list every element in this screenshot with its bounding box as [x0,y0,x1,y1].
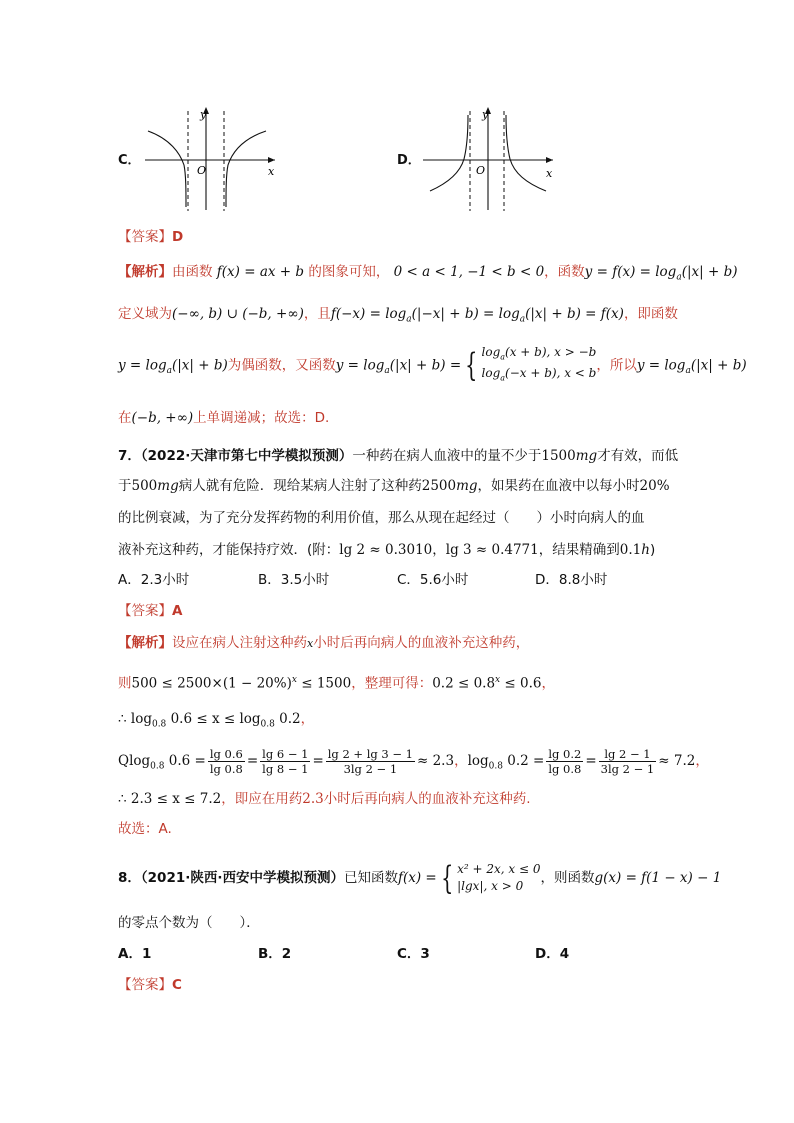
graph-c [140,103,285,215]
q7-analysis-line4: Qlog$_{0.8}$ 0.6 = $\frac{\lg 0.6}{\lg 0.8}$ = $\frac{\lg 6 - 1}{\lg 8 - 1}$ = $\frac{\lg 2 + \lg 3 - 1}{3\lg 2 - 1}$ ≈ 2.3，$\log_{0.8} 0.2$ = $\frac{\lg 0.2}{\lg 0.8}$ = $\frac{\lg 2 - 1}{3\lg 2 - 1}$ ≈ 7.2， [118,746,709,776]
graph-d [418,103,563,215]
q8-option-b: B．2 [258,946,292,962]
q8-option-c: C．3 [397,946,430,962]
q7-stem-line3: 的比例衰减，为了充分发挥药物的利用价值，那么从现在起经过（ ）小时向病人的血 [118,510,645,526]
q6-analysis-line1: 【解析】由函数 f(x) = ax + b 的图象可知， 0 < a < 1, −1 < b < 0，函数$y = f(x) = \log_a(|x| + b)$ [118,264,738,283]
q7-answer: 【答案】A [118,603,183,619]
q7-option-b: B．3.5小时 [258,572,330,588]
origin-label: O [197,164,207,177]
q7-analysis-line1: 【解析】设应在病人注射这种药x小时后再向病人的血液补充这种药， [118,635,530,651]
q6-analysis-line4: 在(−b, +∞)上单调递减；故选：D. [118,410,330,426]
q7-analysis-line5: ∴ 2.3 ≤ x ≤ 7.2，即应在用药2.3小时后再向病人的血液补充这种药. [118,791,531,807]
q8-stem-line2: 的零点个数为（ ）． [118,915,260,931]
q7-analysis-line3: ∴ $\log_{0.8} 0.6 \le x \le \log_{0.8} 0.2$， [118,711,315,730]
option-d-label: D． [397,153,421,168]
q6-analysis-line2: 定义域为(−∞, b) ∪ (−b, +∞)，且$f(-x) = \log_a(|-x| + b) = \log_a(|x| + b) = f(x)$，即函数 [118,306,678,325]
axis-x-label: x [268,165,275,178]
option-c-label: C． [118,153,141,168]
q7-stem-line2: 于500mg病人就有危险．现给某病人注射了这种药2500mg，如果药在血液中以每小时20% [118,478,670,494]
q7-option-d: D．8.8小时 [535,572,608,588]
q7-stem-line4: 液补充这种药，才能保持疗效．(附：lg 2 ≈ 0.3010，lg 3 ≈ 0.4771，结果精确到0.1h) [118,542,656,558]
q6-answer: 【答案】D [118,229,184,245]
axis-y-label: y [482,108,489,121]
q7-option-a: A．2.3小时 [118,572,190,588]
q7-option-c: C．5.6小时 [397,572,469,588]
axis-y-label: y [200,108,207,121]
origin-label: O [476,164,486,177]
q8-option-d: D．4 [535,946,570,962]
q8-stem-line1: 8．（2021·陕西·西安中学模拟预测）已知函数f(x) = { x² + 2x, x ≤ 0 |lgx|, x > 0 ，则函数g(x) = f(1 − x) − 1 [118,859,722,897]
q7-analysis-line2: 则$500 \le 2500\times(1 - 20\%)^x \le 1500$，整理可得：$0.2 \le 0.8^x \le 0.6$， [118,675,555,692]
q8-option-a: A．1 [118,946,152,962]
q8-answer: 【答案】C [118,977,182,993]
q6-analysis-line3: $y = \log_a(|x| + b)$为偶函数，又函数$y = \log_a(|x| + b)$ = { $\log_a(x + b)$, x > −b $\log_a(-x + b)$, x < b ，所以$y = \log_a(|x| + b)$ [118,345,747,385]
q7-stem-line1: 7．（2022·天津市第七中学模拟预测）一种药在病人血液中的量不少于1500mg才有效，而低 [118,448,679,464]
axis-x-label: x [546,167,553,180]
q7-conclusion: 故选：A. [118,821,172,837]
